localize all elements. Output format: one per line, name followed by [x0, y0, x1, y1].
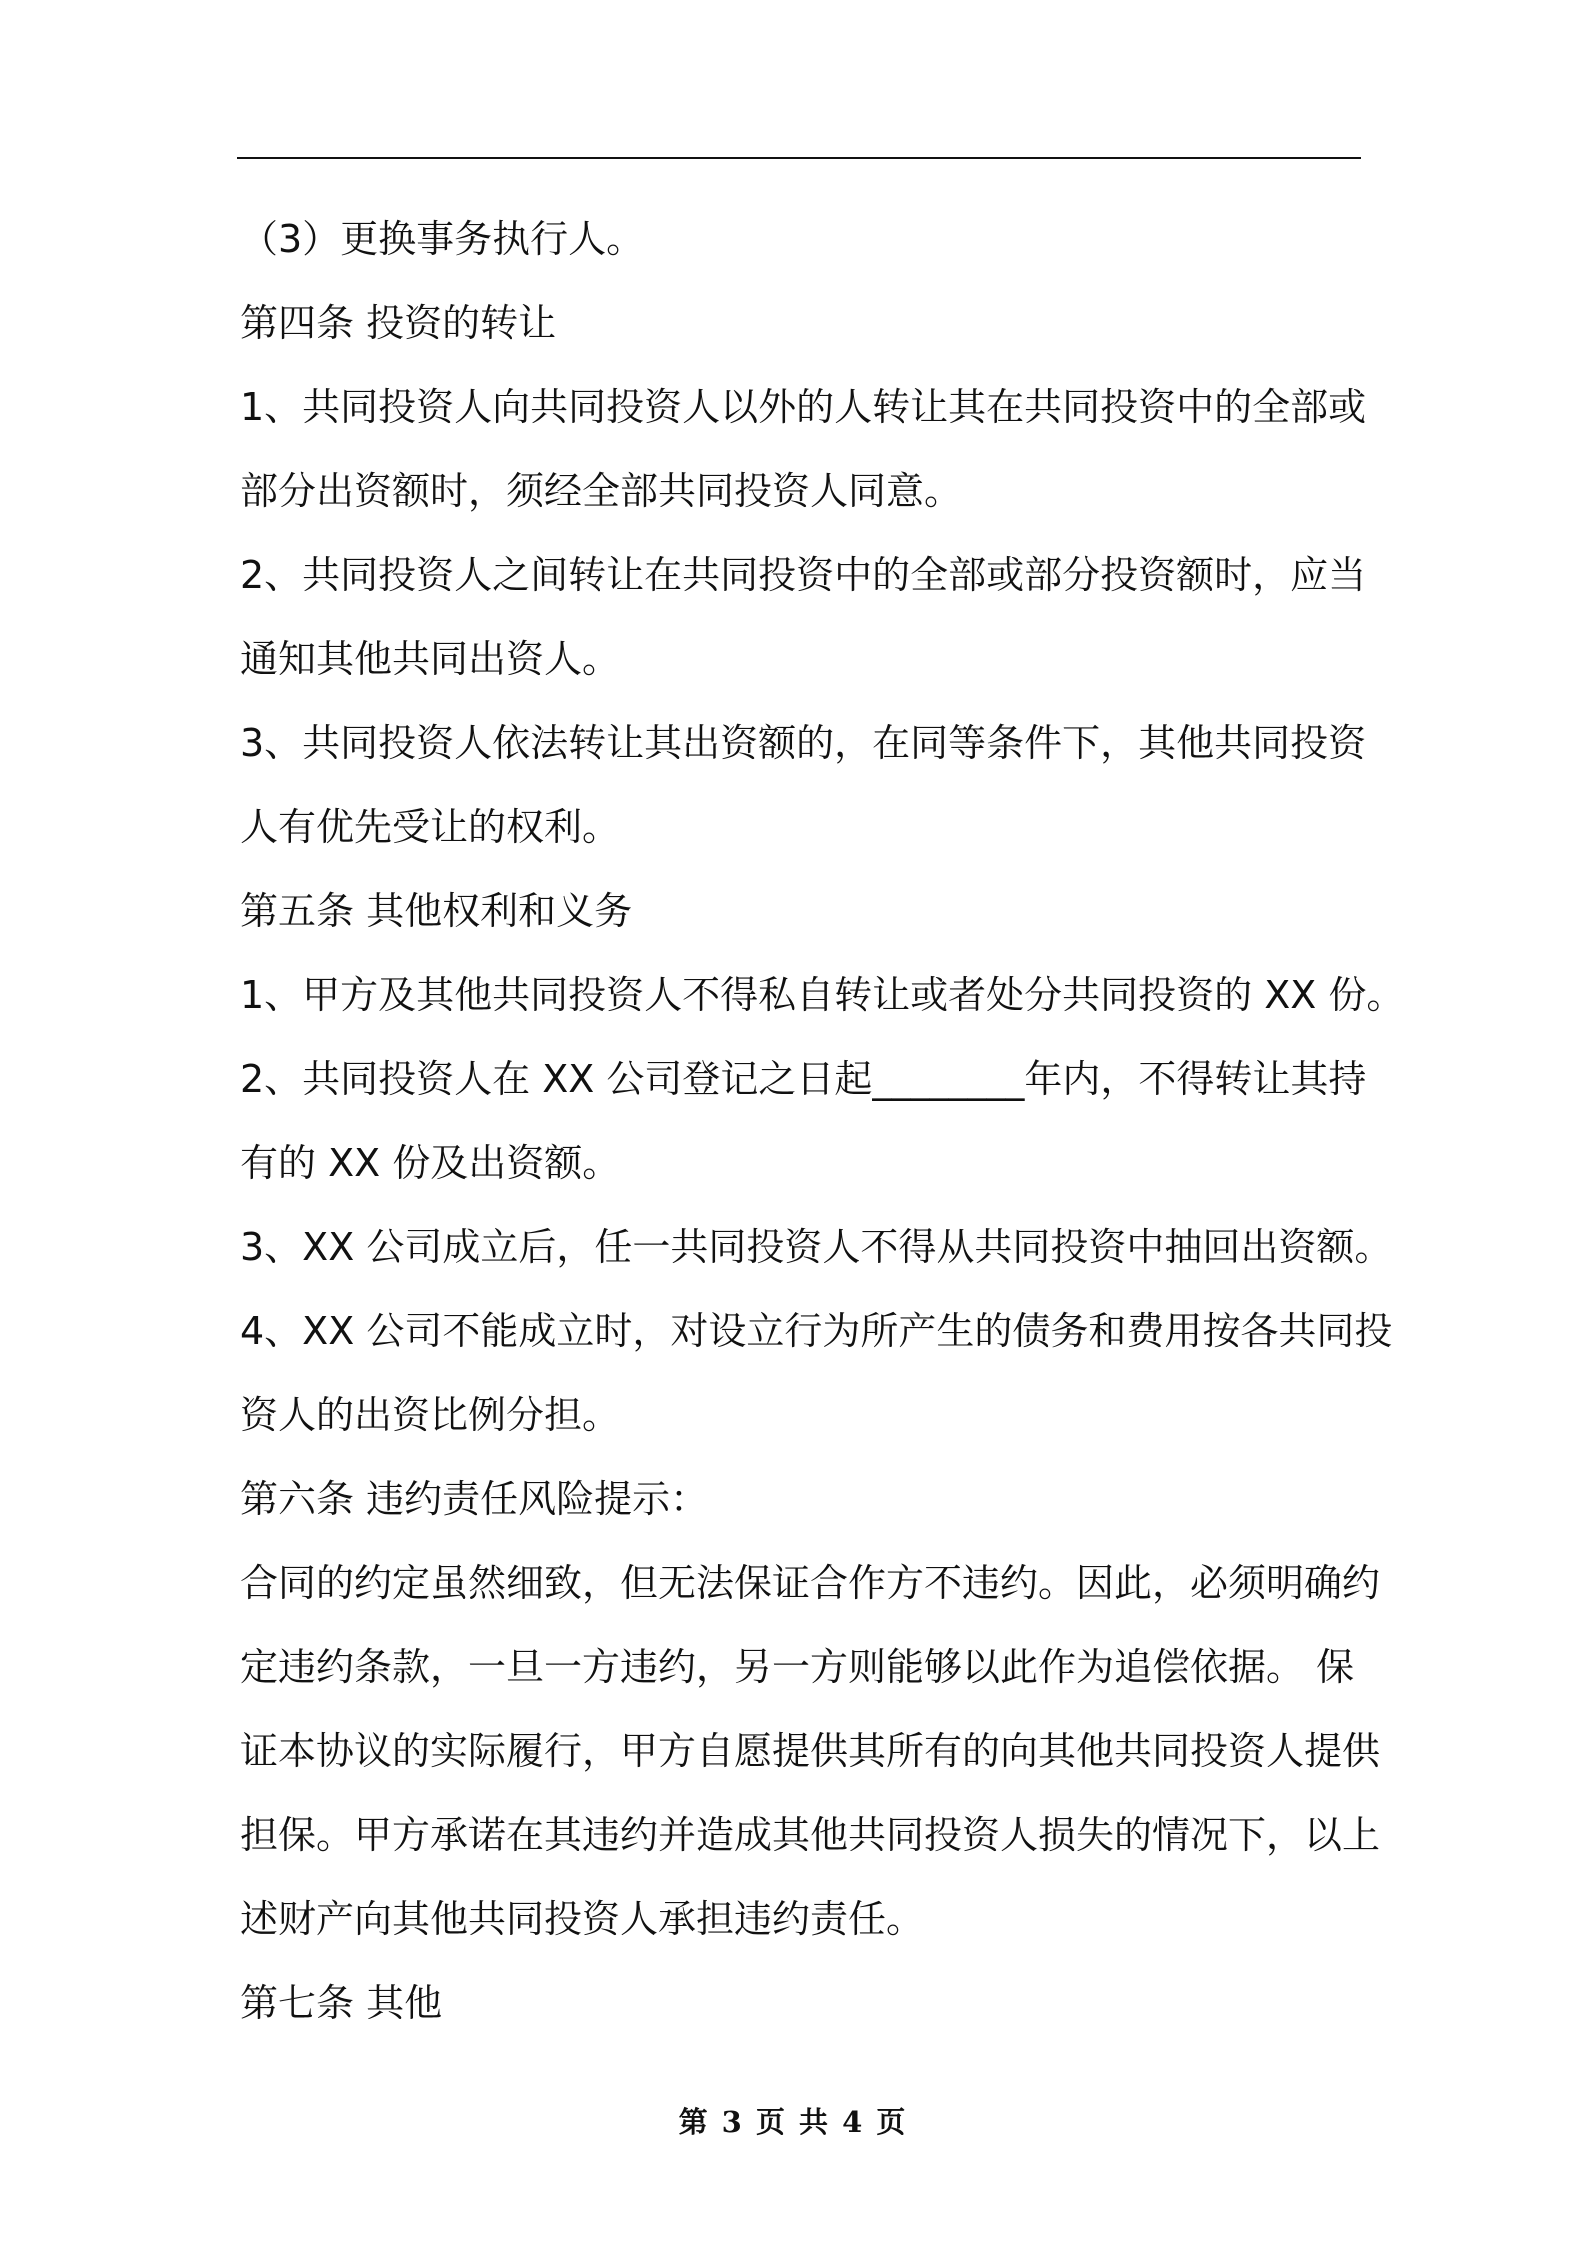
text-line-14: 4、XX 公司不能成立时，对设立行为所产生的债务和费用按各共同投 — [240, 1309, 1393, 1353]
text-line-3: 1、共同投资人向共同投资人以外的人转让其在共同投资中的全部或 — [240, 385, 1367, 429]
text-line-15: 资人的出资比例分担。 — [240, 1393, 621, 1437]
text-line-11: 2、共同投资人在 XX 公司登记之日起________年内，不得转让其持 — [240, 1057, 1367, 1101]
text-line-20: 担保。甲方承诺在其违约并造成其他共同投资人损失的情况下，以上 — [240, 1813, 1381, 1857]
document-body — [240, 197, 1405, 2045]
text-line-7: 3、共同投资人依法转让其出资额的，在同等条件下，其他共同投资 — [240, 721, 1367, 765]
text-line-10: 1、甲方及其他共同投资人不得私自转让或者处分共同投资的 XX 份。 — [240, 973, 1405, 1017]
article-heading-5: 第五条 其他权利和义务 — [240, 889, 633, 933]
text-line-21: 述财产向其他共同投资人承担违约责任。 — [240, 1897, 925, 1941]
text-line-4: 部分出资额时，须经全部共同投资人同意。 — [240, 469, 963, 513]
text-line-18: 定违约条款，一旦一方违约，另一方则能够以此作为追偿依据。 保 — [240, 1645, 1355, 1689]
header-rule — [237, 157, 1361, 159]
text-line-13: 3、XX 公司成立后，任一共同投资人不得从共同投资中抽回出资额。 — [240, 1225, 1393, 1269]
text-line-5: 2、共同投资人之间转让在共同投资中的全部或部分投资额时，应当 — [240, 553, 1367, 597]
text-line-17: 合同的约定虽然细致，但无法保证合作方不违约。因此，必须明确约 — [240, 1561, 1381, 1605]
text-line-12: 有的 XX 份及出资额。 — [240, 1141, 621, 1185]
text-line-19: 证本协议的实际履行，甲方自愿提供其所有的向其他共同投资人提供 — [240, 1729, 1381, 1773]
article-heading-4: 第四条 投资的转让 — [240, 301, 557, 345]
text-line-1: （3）更换事务执行人。 — [240, 217, 645, 261]
article-heading-7: 第七条 其他 — [240, 1981, 443, 2025]
text-line-6: 通知其他共同出资人。 — [240, 637, 621, 681]
text-line-8: 人有优先受让的权利。 — [240, 805, 621, 849]
article-heading-6: 第六条 违约责任风险提示： — [240, 1477, 709, 1521]
page-number: 第 3 页 共 4 页 — [678, 2105, 908, 2139]
